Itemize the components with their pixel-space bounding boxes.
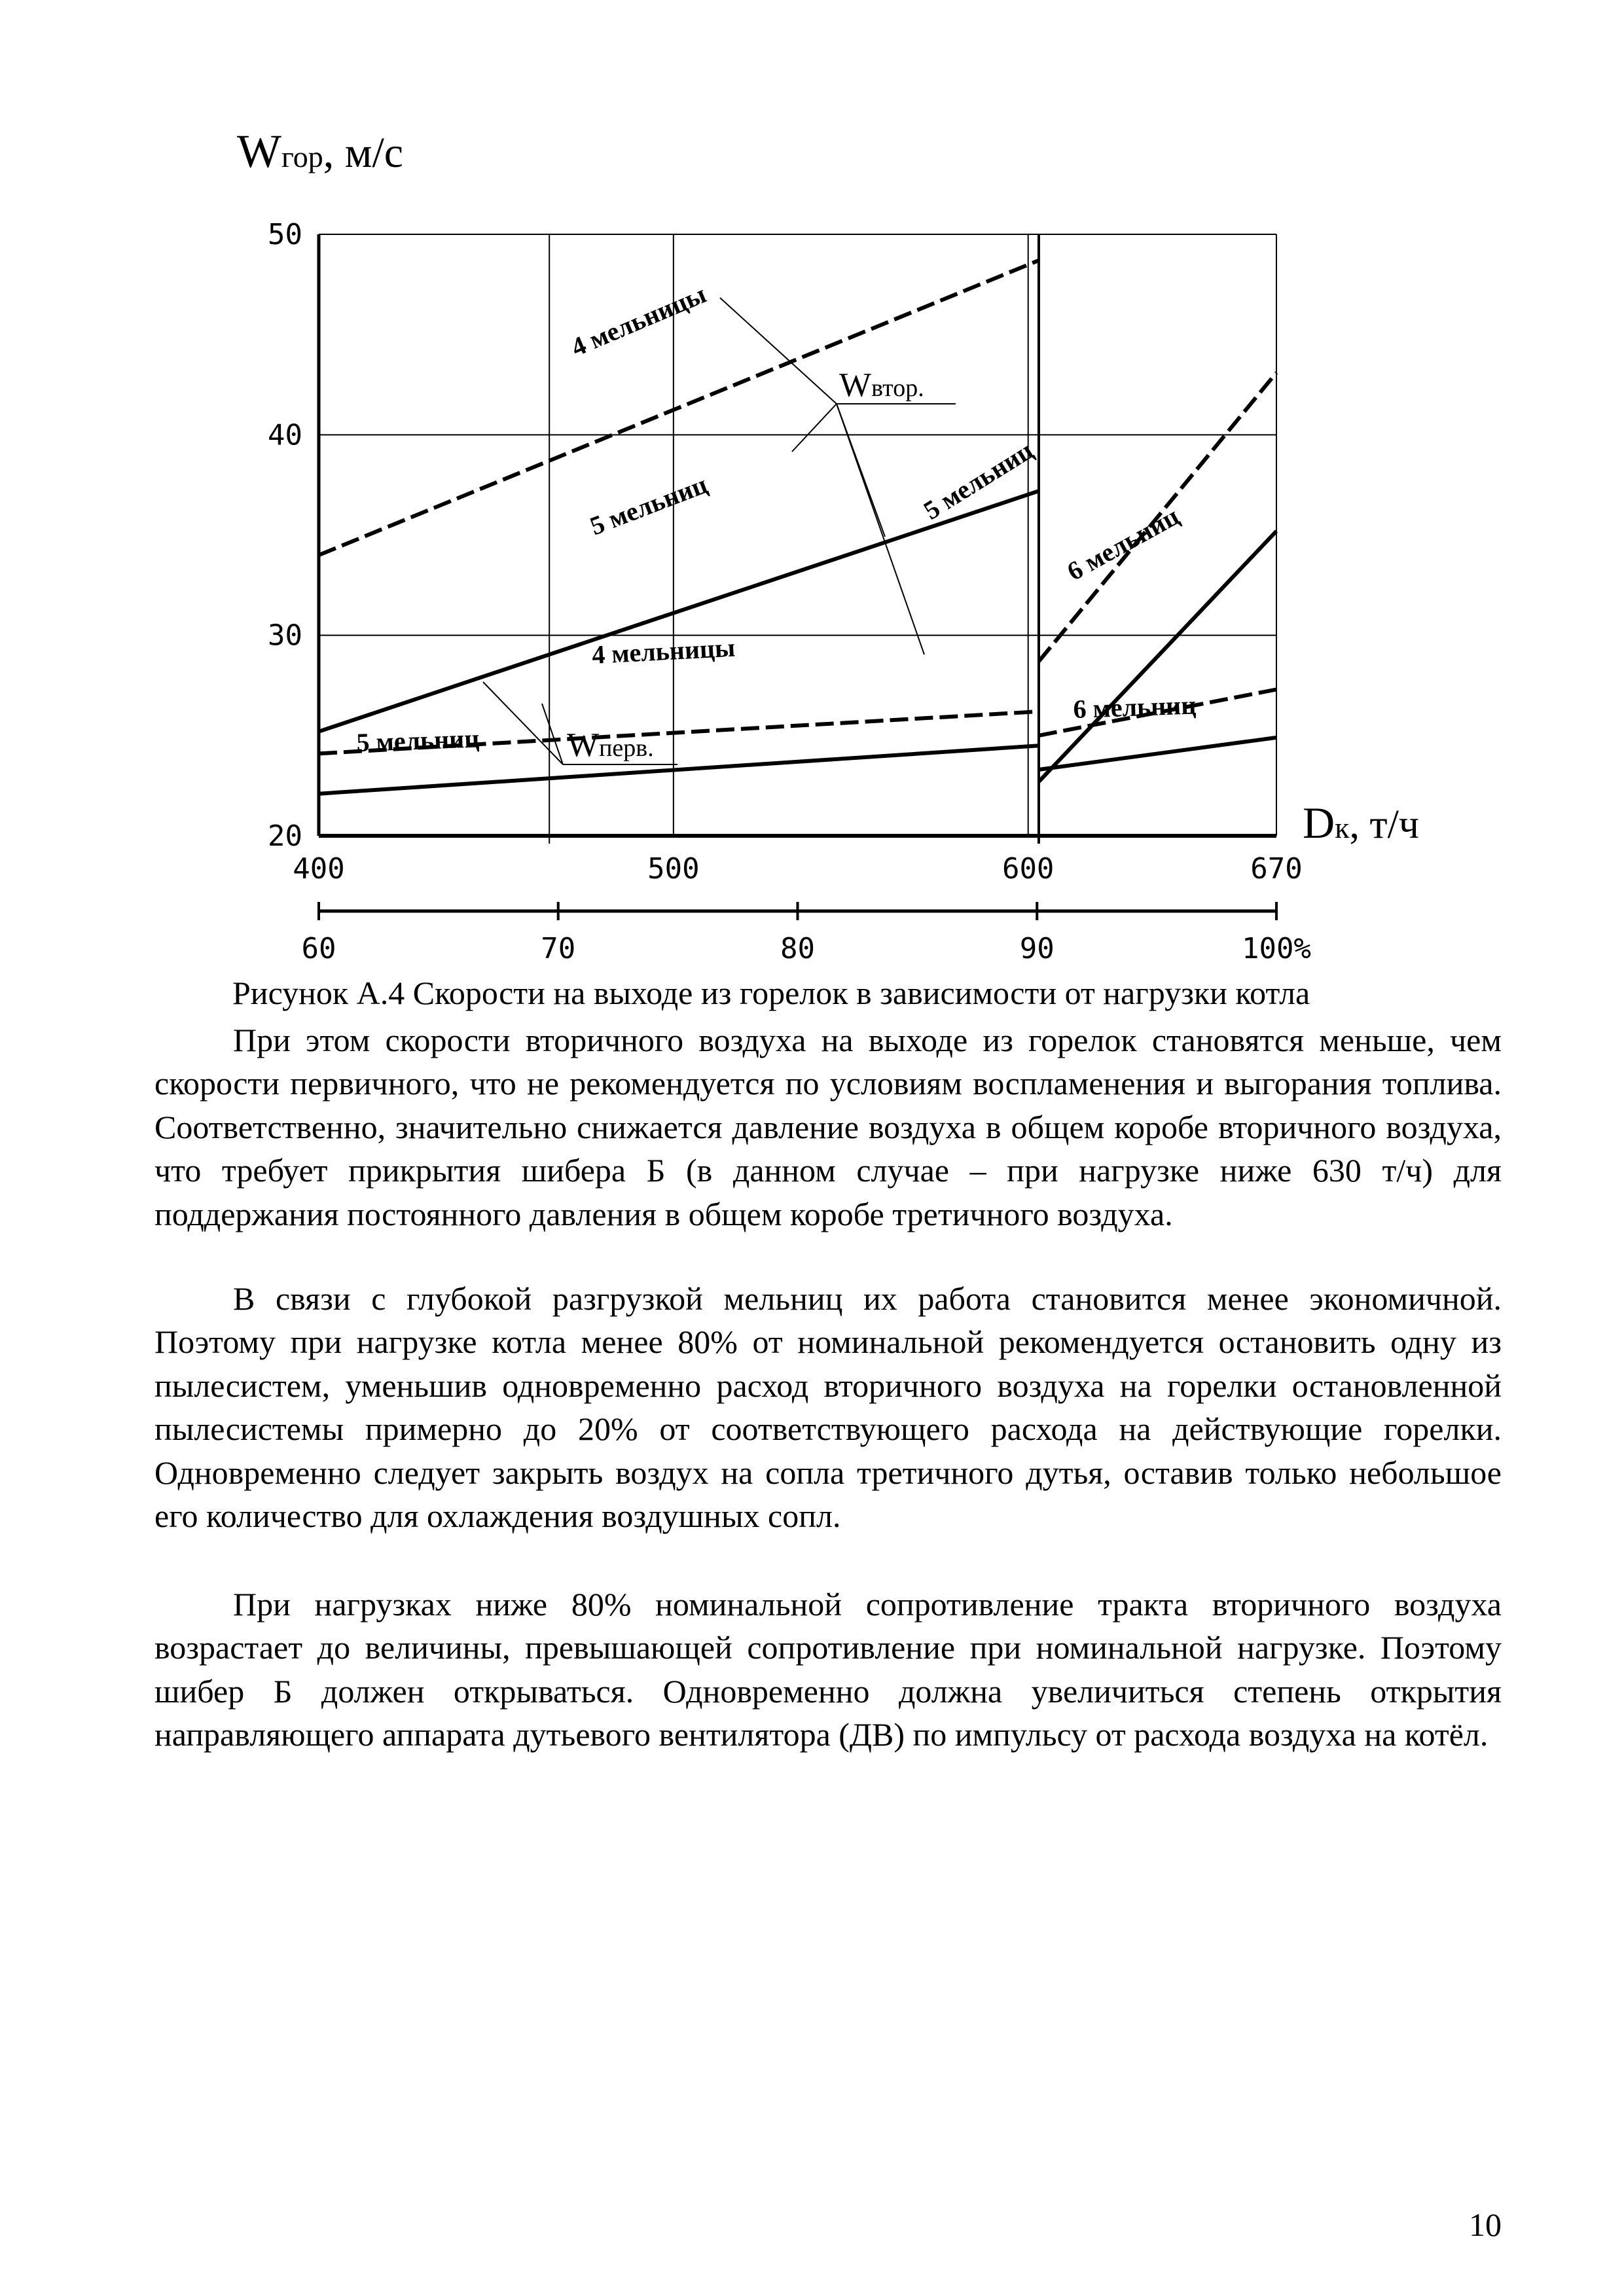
paragraph-1: При этом скорости вторичного воздуха на выходе из горелок становятся меньше, чем скорости первичного, что не рекомендуется по условиям воспламенения и выгорания топлива. Соответственно, значительно снижается давление воздуха в общем коробе вторичного воздуха, что требует прикрытия шибера Б (в данном случае – при нагрузке ниже 630 т/ч) для поддержания постоянного давления в общем коробе третичного воздуха. xyxy=(154,1022,1502,1232)
percent-tick-label: 80 xyxy=(780,932,815,965)
leader-lines xyxy=(483,298,956,764)
w-perv-label: Wперв. xyxy=(567,726,654,764)
series-line-secondary-1 xyxy=(319,491,1039,732)
x-tick-label: 670 xyxy=(1250,852,1303,886)
y-tick-label: 40 xyxy=(268,418,302,452)
label-secondary-6-mills: 6 мельниц xyxy=(1062,501,1184,586)
label-primary-5-mills: 5 мельниц xyxy=(355,723,480,757)
label-secondary-5-mills-right: 5 мельниц xyxy=(918,435,1038,526)
y-tick-label: 30 xyxy=(268,619,302,653)
chart xyxy=(0,0,1624,969)
w-vtor-label: Wвтор. xyxy=(839,367,924,404)
percent-tick-label: 70 xyxy=(541,932,576,965)
y-tick-label: 20 xyxy=(268,819,302,853)
x-axis-title: Dк, т/ч xyxy=(1303,798,1419,848)
paragraph-3: При нагрузках ниже 80% номинальной сопротивление тракта вторичного воздуха возрастает до величины, превышающей сопротивление при номинальной нагрузке. Поэтому шибер Б должен открываться. Одновременно должна увеличиться степень открытия направляющего аппарата дутьевого вентилятора (ДВ) по импульсу от расхода воздуха на котёл. xyxy=(154,1586,1502,1753)
x-tick-label: 400 xyxy=(293,852,345,886)
percent-tick-label: 90 xyxy=(1019,932,1055,965)
x-tick-labels xyxy=(293,852,1302,886)
y-axis-title: Wгор, м/с xyxy=(237,125,404,177)
percent-tick-label: 60 xyxy=(301,932,336,965)
page-number: 10 xyxy=(1469,2206,1502,2243)
x-tick-label: 600 xyxy=(1001,852,1055,886)
label-primary-4-mills: 4 мельницы xyxy=(591,632,736,670)
y-tick-label: 50 xyxy=(268,218,302,251)
figure-caption: Рисунок А.4 Скорости на выходе из горелок в зависимости от нагрузки котла xyxy=(232,975,1310,1011)
label-primary-6-mills: 6 мельниц xyxy=(1072,690,1197,724)
label-secondary-5-mills-left: 5 мельниц xyxy=(586,469,712,541)
percent-tick-label: 100% xyxy=(1242,932,1311,965)
x-tick-label: 500 xyxy=(647,852,700,886)
y-tick-labels xyxy=(268,218,302,853)
paragraph-2: В связи с глубокой разгрузкой мельниц их работа становится менее экономичной. Поэтому при нагрузке котла менее 80% от номинальной рекомендуется остановить одну из пылесистем, уменьшив одновременно расход вторичного воздуха на горелки остановленной пылесистемы примерно до 20% от соответствующего расхода на действующие горелки. Одновременно следует закрыть воздух на сопла третичного дутья, оставив только небольшое его количество для охлаждения воздушных сопл. xyxy=(154,1280,1502,1535)
label-secondary-4-mills: 4 мельницы xyxy=(566,279,711,363)
